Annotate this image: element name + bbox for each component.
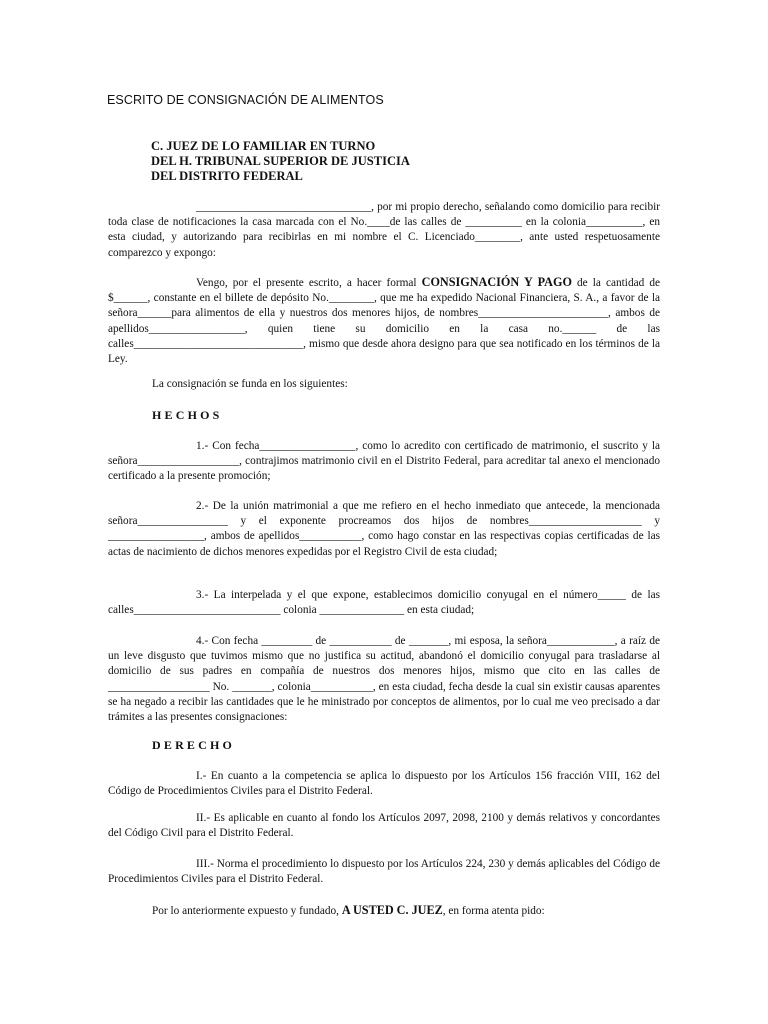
closing-text-after: , en forma atenta pido: [442,905,545,917]
law-2-paragraph: II.- Es aplicable en cuanto al fondo los Artículos 2097, 2098, 2100 y demás relativos y concordantes del Código Civil para el Distrito Federal. [108,812,660,840]
closing-highlight: A USTED C. JUEZ [341,903,443,917]
fact-2-paragraph: 2.- De la unión matrimonial a que me refiero en el hecho inmediato que antecede, la mencionada señora________________ y el exponente procreamos dos hijos de nombres____________________ y _________________, ambos de apellidos___________, como hago constar en las respectivas copias certificadas de las actas de nacimiento de dichos menores expedidas por el Registro Civil de esta ciudad; [108,500,660,558]
document-title: ESCRITO DE CONSIGNACIÓN DE ALIMENTOS [107,93,384,107]
consignment-text-after: de la cantidad de $______, constante en el billete de depósito No.________, que me ha expedido Nacional Financiera, S. A., a favor de la señora______para alimentos de ella y nuestros dos menores hijos, de nombres_______________________, ambos de apellidos_________________, quien tiene su domicilio en la casa no.______ de las calles______________________________, mismo que desde ahora designo para que sea notificado en los términos de la Ley. [108,277,660,366]
intro-paragraph: _______________________________, por mi propio derecho, señalando como domicilio para recibir toda clase de notificaciones la casa marcada con el No.____de las calles de __________ en la colonia__________, en esta ciudad, y autorizando para recibirlas en mi nombre el C. Licenciado________, ante usted respetuosamente comparezco y expongo: [108,201,660,259]
consignment-text-before: Vengo, por el presente escrito, a hacer formal [196,277,422,289]
law-3-paragraph: III.- Norma el procedimiento lo dispuesto por los Artículos 224, 230 y demás aplicables del Código de Procedimientos Civiles para el Distrito Federal. [108,858,660,886]
closing-paragraph [108,903,660,919]
fact-4-paragraph: 4.- Con fecha _________ de ___________ de _______, mi esposa, la señora____________, a raíz de un leve disgusto que tuvimos mismo que no justifica su actitud, abandonó el domicilio conyugal para trasladarse al domicilio de sus padres en compañía de nuestros dos menores hijos, mismo que cito en las calles de __________________ No. _______, colonia___________, en esta ciudad, fecha desde la cual sin existir causas aparentes se ha negado a recibir las cantidades que le he ministrado por conceptos de alimentos, por lo cual me veo precisado a dar trámites a las presentes consignaciones: [108,635,660,724]
consignment-paragraph [108,275,660,367]
law-1-paragraph: I.- En cuanto a la competencia se aplica lo dispuesto por los Artículos 156 fracción VIII, 162 del Código de Procedimientos Civiles para el Distrito Federal. [108,770,660,798]
closing-text-before: Por lo anteriormente expuesto y fundado, [152,905,342,917]
addressee-line: DEL DISTRITO FEDERAL [151,169,303,183]
addressee-block [151,139,410,184]
fact-3-paragraph: 3.- La interpelada y el que expone, establecimos domicilio conyugal en el número_____ de las calles__________________________ colonia _______________ en esta ciudad; [108,589,660,617]
law-heading: DERECHO [152,738,236,752]
fact-1-paragraph: 1.- Con fecha_________________, como lo acredito con certificado de matrimonio, el suscrito y la señora__________________, contrajimos matrimonio civil en el Distrito Federal, para acreditar tal anexo el mencionado certificado a la presente promoción; [108,440,660,483]
consignment-highlight: CONSIGNACIÓN Y PAGO [421,275,572,289]
facts-heading: HECHOS [152,408,223,422]
addressee-line: DEL H. TRIBUNAL SUPERIOR DE JUSTICIA [151,154,410,168]
addressee-line: C. JUEZ DE LO FAMILIAR EN TURNO [151,139,376,153]
basis-line: La consignación se funda en los siguientes: [152,378,348,390]
